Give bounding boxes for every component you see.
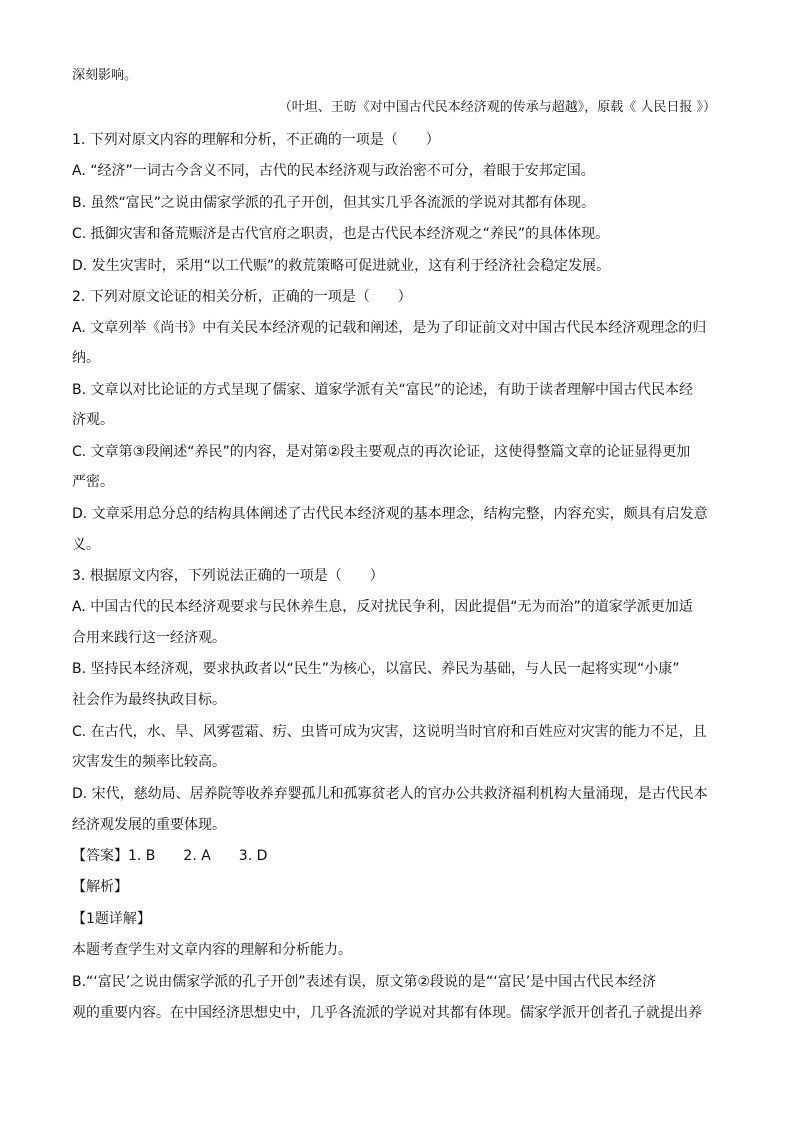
answer-tag: 【答案】 (72, 848, 128, 864)
text-line: 深刻影响。 (72, 68, 138, 83)
option-2a-cont: 纳。 (72, 350, 100, 366)
question-2: 2. 下列对原文论证的相关分析，正确的一项是（ ） (72, 289, 412, 305)
option-2d: D. 文章采用总分总的结构具体阐述了古代民本经济观的基本理念，结构完整，内容充实，颇具有启发意 (72, 506, 708, 522)
option-3b-cont: 社会作为最终执政目标。 (72, 692, 226, 708)
option-3a: A. 中国古代的民本经济观要求与民休养生息，反对扰民争利，因此提倡“无为而治”的道家学派更加适 (72, 599, 693, 615)
option-1d: D. 发生灾害时，采用“以工代赈”的救荒策略可促进就业，这有利于经济社会稳定发展。 (72, 258, 611, 274)
option-3c-cont: 灾害发生的频率比较高。 (72, 754, 226, 770)
option-2b: B. 文章以对比论证的方式呈现了儒家、道家学派有关“富民”的论述，有助于读者理解中国古代民本经 (72, 382, 694, 398)
answer-text: 1. B 2. A 3. D (128, 848, 268, 864)
option-3c: C. 在古代，水、旱、风雾雹霜、疠、虫皆可成为灾害，这说明当时官府和百姓应对灾害的能力不足，且 (72, 724, 707, 740)
question-3: 3. 根据原文内容，下列说法正确的一项是（ ） (72, 568, 384, 584)
option-1b: B. 虽然“富民”之说由儒家学派的孔子开创，但其实几乎各流派的学说对其都有体现。 (72, 195, 596, 211)
option-1a: A. “经济”一词古今含义不同，古代的民本经济观与政治密不可分，着眼于安邦定国。 (72, 163, 595, 179)
source-citation: （叶坦、王昉《对中国古代民本经济观的传承与超越》，原载《 人民日报 》） (278, 100, 716, 115)
answer-line (72, 846, 267, 866)
option-3d-cont: 经济观发展的重要体现。 (72, 817, 226, 833)
option-3d: D. 宋代，慈幼局、居养院等收养弃婴孤儿和孤寡贫老人的官办公共救济福利机构大量涌现，是古代民本 (72, 786, 708, 802)
analysis-tag: 【解析】 (72, 879, 128, 895)
option-3a-cont: 合用来践行这一经济观。 (72, 630, 226, 646)
explanation-line: 观的重要内容。在中国经济思想史中，几乎各流派的学说对其都有体现。儒家学派开创者孔子就提出养 (72, 1005, 702, 1021)
option-2b-cont: 济观。 (72, 412, 114, 428)
detail-tag: 【1题详解】 (72, 911, 151, 927)
question-1: 1. 下列对原文内容的理解和分析，不正确的一项是（ ） (72, 132, 440, 148)
option-2c-cont: 严密。 (72, 474, 114, 490)
option-2d-cont: 义。 (72, 537, 100, 553)
option-1c: C. 抵御灾害和备荒赈济是古代官府之职责，也是古代民本经济观之“养民”的具体体现。 (72, 226, 610, 242)
option-2a: A. 文章列举《尚书》中有关民本经济观的记载和阐述，是为了印证前文对中国古代民本经济观理念的归 (72, 320, 707, 336)
option-2c: C. 文章第③段阐述“养民”的内容，是对第②段主要观点的再次论证，这使得整篇文章的论证显得更加 (72, 444, 691, 460)
explanation-line: 本题考查学生对文章内容的理解和分析能力。 (72, 942, 352, 958)
option-3b: B. 坚持民本经济观，要求执政者以“民生”为核心，以富民、养民为基础，与人民一起将实现“小康” (72, 661, 680, 677)
explanation-line: B.“‘富民’之说由儒家学派的孔子开创”表述有误，原文第②段说的是“‘富民’是中国古代民本经济 (72, 974, 657, 990)
